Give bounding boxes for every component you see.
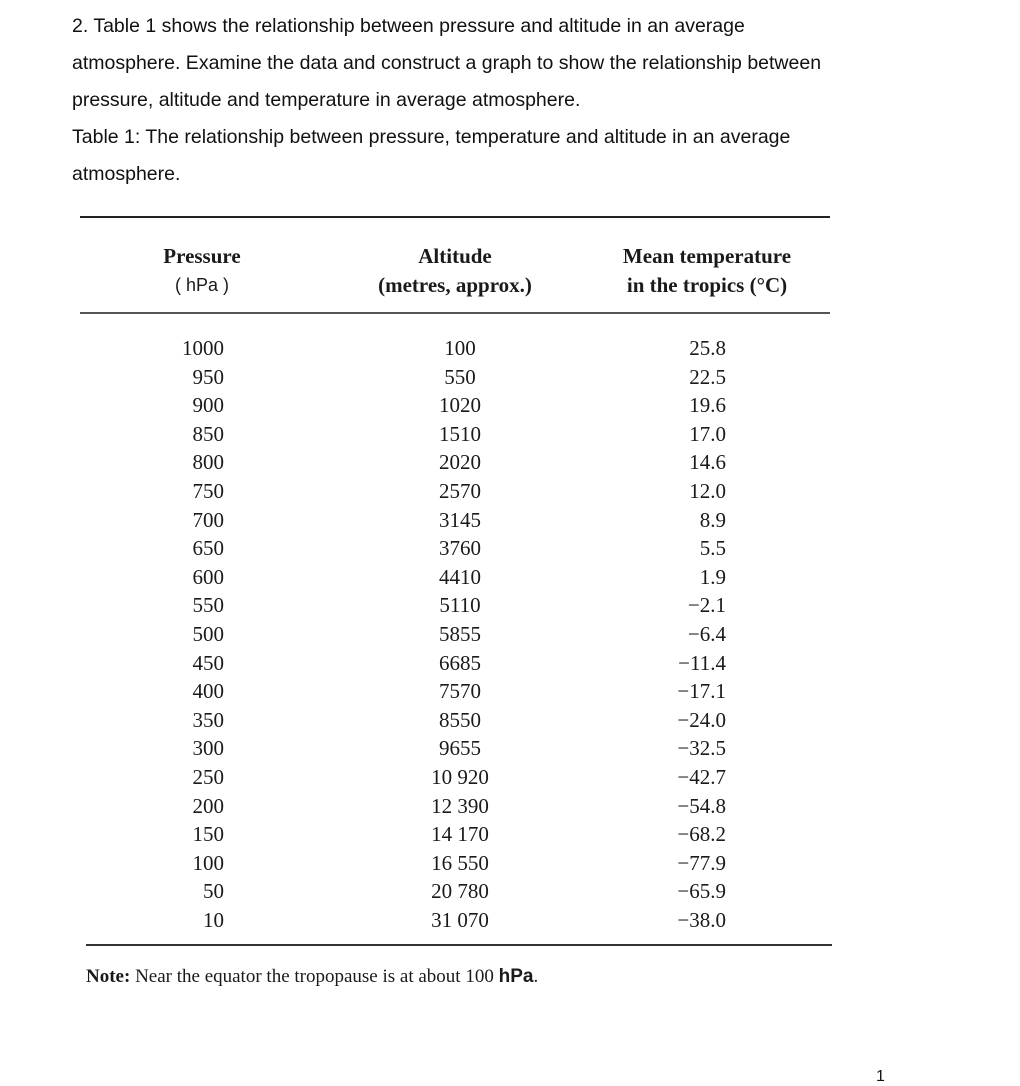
- pressure-cell: 900: [192, 393, 224, 418]
- temperature-cell: −77.9: [677, 850, 726, 875]
- temperature-cell: 1.9: [699, 564, 726, 589]
- altitude-cell: 2020: [439, 450, 481, 475]
- note-end: .: [533, 966, 539, 987]
- temperature-cell: −24.0: [677, 707, 726, 732]
- altitude-cell: 2570: [439, 478, 481, 503]
- temperature-cell: −2.1: [687, 593, 726, 618]
- temperature-cell: 5.5: [699, 536, 726, 561]
- pressure-cell: 850: [192, 421, 224, 446]
- pressure-cell: 1000: [182, 336, 224, 360]
- pressure-cell: 10: [203, 907, 224, 932]
- question-line-2: atmosphere. Examine the data and construct a graph to show the relationship between: [72, 52, 822, 74]
- altitude-cell: 3145: [439, 507, 481, 532]
- temperature-cell: 19.6: [689, 393, 726, 418]
- altitude-cell: 5855: [439, 621, 481, 646]
- altitude-cell: 1020: [439, 393, 481, 418]
- temperature-cell: 25.8: [689, 336, 726, 360]
- pressure-cell: 200: [192, 793, 224, 818]
- note-label: Note:: [86, 966, 131, 987]
- temperature-cell: 12.0: [689, 478, 726, 503]
- pressure-column: [150, 334, 224, 934]
- pressure-cell: 950: [192, 364, 224, 389]
- header-temperature-unit: in the tropics (°C): [626, 273, 788, 297]
- pressure-cell: 400: [192, 679, 224, 704]
- temperature-cell: 17.0: [689, 421, 726, 446]
- pressure-cell: 450: [192, 650, 224, 675]
- pressure-cell: 650: [192, 536, 224, 561]
- table-bottom-rule: [86, 944, 832, 946]
- header-pressure-label: Pressure: [163, 244, 241, 268]
- question-line-1: 2. Table 1 shows the relationship between pressure and altitude in an average: [72, 15, 745, 37]
- altitude-cell: 9655: [439, 736, 481, 761]
- temperature-cell: −42.7: [677, 764, 726, 789]
- altitude-cell: 6685: [439, 650, 481, 675]
- altitude-cell: 550: [444, 364, 476, 389]
- altitude-column: [400, 334, 520, 934]
- pressure-cell: 350: [192, 707, 224, 732]
- altitude-cell: 14 170: [431, 822, 489, 847]
- altitude-cell: 16 550: [431, 850, 489, 875]
- altitude-cell: 31 070: [431, 907, 489, 932]
- altitude-cell: 100: [444, 336, 476, 360]
- temperature-cell: 22.5: [689, 364, 726, 389]
- altitude-cell: 20 780: [431, 879, 489, 904]
- question-line-3: pressure, altitude and temperature in average atmosphere.: [72, 89, 581, 111]
- question-text: [72, 8, 892, 193]
- altitude-cell: 1510: [439, 421, 481, 446]
- pressure-cell: 600: [192, 564, 224, 589]
- table-note: [86, 966, 538, 988]
- table-caption-line-2: atmosphere.: [72, 163, 181, 185]
- pressure-cell: 750: [192, 478, 224, 503]
- table-top-rule: [80, 216, 830, 218]
- altitude-cell: 7570: [439, 679, 481, 704]
- temperature-cell: −54.8: [677, 793, 726, 818]
- temperature-cell: −68.2: [677, 822, 726, 847]
- note-unit: hPa: [498, 966, 534, 987]
- temperature-cell: −38.0: [677, 907, 726, 932]
- header-pressure: [132, 242, 272, 300]
- header-altitude: [350, 242, 560, 300]
- header-pressure-unit: ( hPa ): [174, 275, 230, 295]
- pressure-cell: 550: [192, 593, 224, 618]
- header-temperature: [592, 242, 822, 300]
- note-text: Near the equator the tropopause is at about 100: [135, 966, 494, 987]
- pressure-cell: 50: [203, 879, 224, 904]
- temperature-cell: −32.5: [677, 736, 726, 761]
- altitude-cell: 8550: [439, 707, 481, 732]
- altitude-cell: 4410: [439, 564, 481, 589]
- altitude-cell: 12 390: [431, 793, 489, 818]
- header-altitude-unit: (metres, approx.): [378, 273, 532, 297]
- pressure-cell: 150: [192, 822, 224, 847]
- temperature-column: [640, 334, 726, 934]
- table-caption-line-1: Table 1: The relationship between pressure, temperature and altitude in an average: [72, 126, 791, 148]
- temperature-cell: −17.1: [677, 679, 726, 704]
- pressure-cell: 300: [192, 736, 224, 761]
- pressure-cell: 100: [192, 850, 224, 875]
- altitude-cell: 10 920: [431, 764, 489, 789]
- pressure-cell: 700: [192, 507, 224, 532]
- temperature-cell: −65.9: [677, 879, 726, 904]
- header-altitude-label: Altitude: [418, 244, 492, 268]
- pressure-cell: 250: [192, 764, 224, 789]
- altitude-cell: 5110: [439, 593, 481, 618]
- temperature-cell: 14.6: [689, 450, 726, 475]
- temperature-cell: −6.4: [687, 621, 726, 646]
- pressure-cell: 800: [192, 450, 224, 475]
- altitude-cell: 3760: [439, 536, 481, 561]
- pressure-cell: 500: [192, 621, 224, 646]
- page-number: 1: [876, 1068, 885, 1085]
- header-temperature-label: Mean temperature: [622, 244, 792, 268]
- temperature-cell: −11.4: [678, 650, 726, 675]
- table-header-rule: [80, 312, 830, 314]
- temperature-cell: 8.9: [699, 507, 726, 532]
